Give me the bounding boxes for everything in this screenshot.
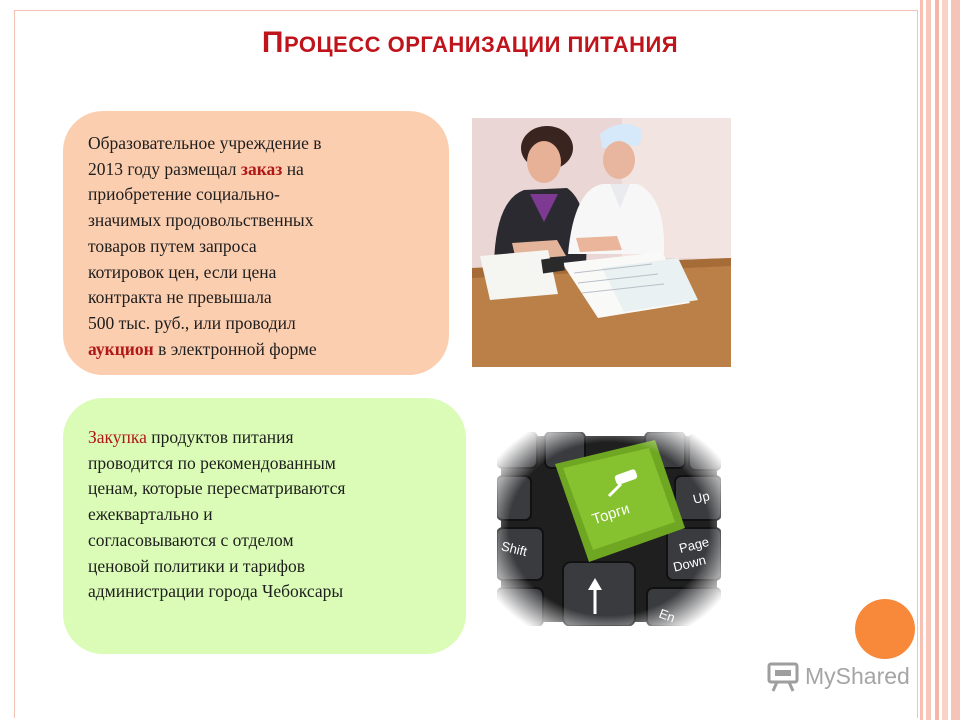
text-line: Образовательное учреждение в	[88, 133, 322, 153]
text-line: проводится по рекомендованным	[88, 452, 336, 473]
text-line: ценовой политики и тарифов	[88, 555, 305, 576]
text-line: значимых продовольственных	[88, 210, 314, 231]
text-line: согласовываются с отделом	[88, 529, 294, 550]
meeting-photo	[472, 118, 731, 367]
presentation-board-icon	[766, 659, 800, 693]
keyboard-illustration	[497, 432, 721, 626]
page-title	[0, 26, 940, 60]
text-line: товаров путем запроса	[88, 235, 257, 256]
meeting-photo-illustration	[472, 118, 731, 367]
title-first-letter: П	[261, 26, 284, 59]
text-line: приобретение социально-	[88, 184, 280, 205]
myshared-logo	[766, 656, 910, 696]
title-rest: РОЦЕСС ОРГАНИЗАЦИИ ПИТАНИЯ	[283, 32, 679, 57]
text-line: 500 тыс. руб., или проводил	[88, 312, 296, 333]
keyword-auction: аукцион	[88, 338, 154, 359]
text-line: котировок цен, если цена	[88, 261, 277, 282]
order-info-box	[63, 111, 449, 375]
right-stripe-4	[942, 0, 948, 720]
text-line: 2013 году размещал заказ на	[88, 158, 304, 179]
text-line: контракта не превышала	[88, 287, 272, 308]
keyboard-photo	[497, 432, 721, 626]
text-line: ценам, которые пересматриваются	[88, 478, 346, 499]
decorative-orange-circle	[855, 599, 915, 659]
keyword-purchase: Закупка	[88, 427, 147, 447]
text-line: ежеквартально и	[88, 504, 213, 525]
text-line: администрации города Чебоксары	[88, 581, 344, 602]
watermark-text: MyShared	[805, 662, 910, 689]
right-stripe-1	[920, 0, 923, 720]
right-stripe-5	[951, 0, 960, 720]
keyword-order: заказ	[240, 158, 283, 179]
right-stripe-2	[926, 0, 931, 720]
purchase-info-box	[63, 398, 466, 654]
right-stripe-3	[935, 0, 939, 720]
text-line: Закупка продуктов питания	[88, 427, 294, 447]
text-line: аукцион в электронной форме	[88, 338, 317, 359]
